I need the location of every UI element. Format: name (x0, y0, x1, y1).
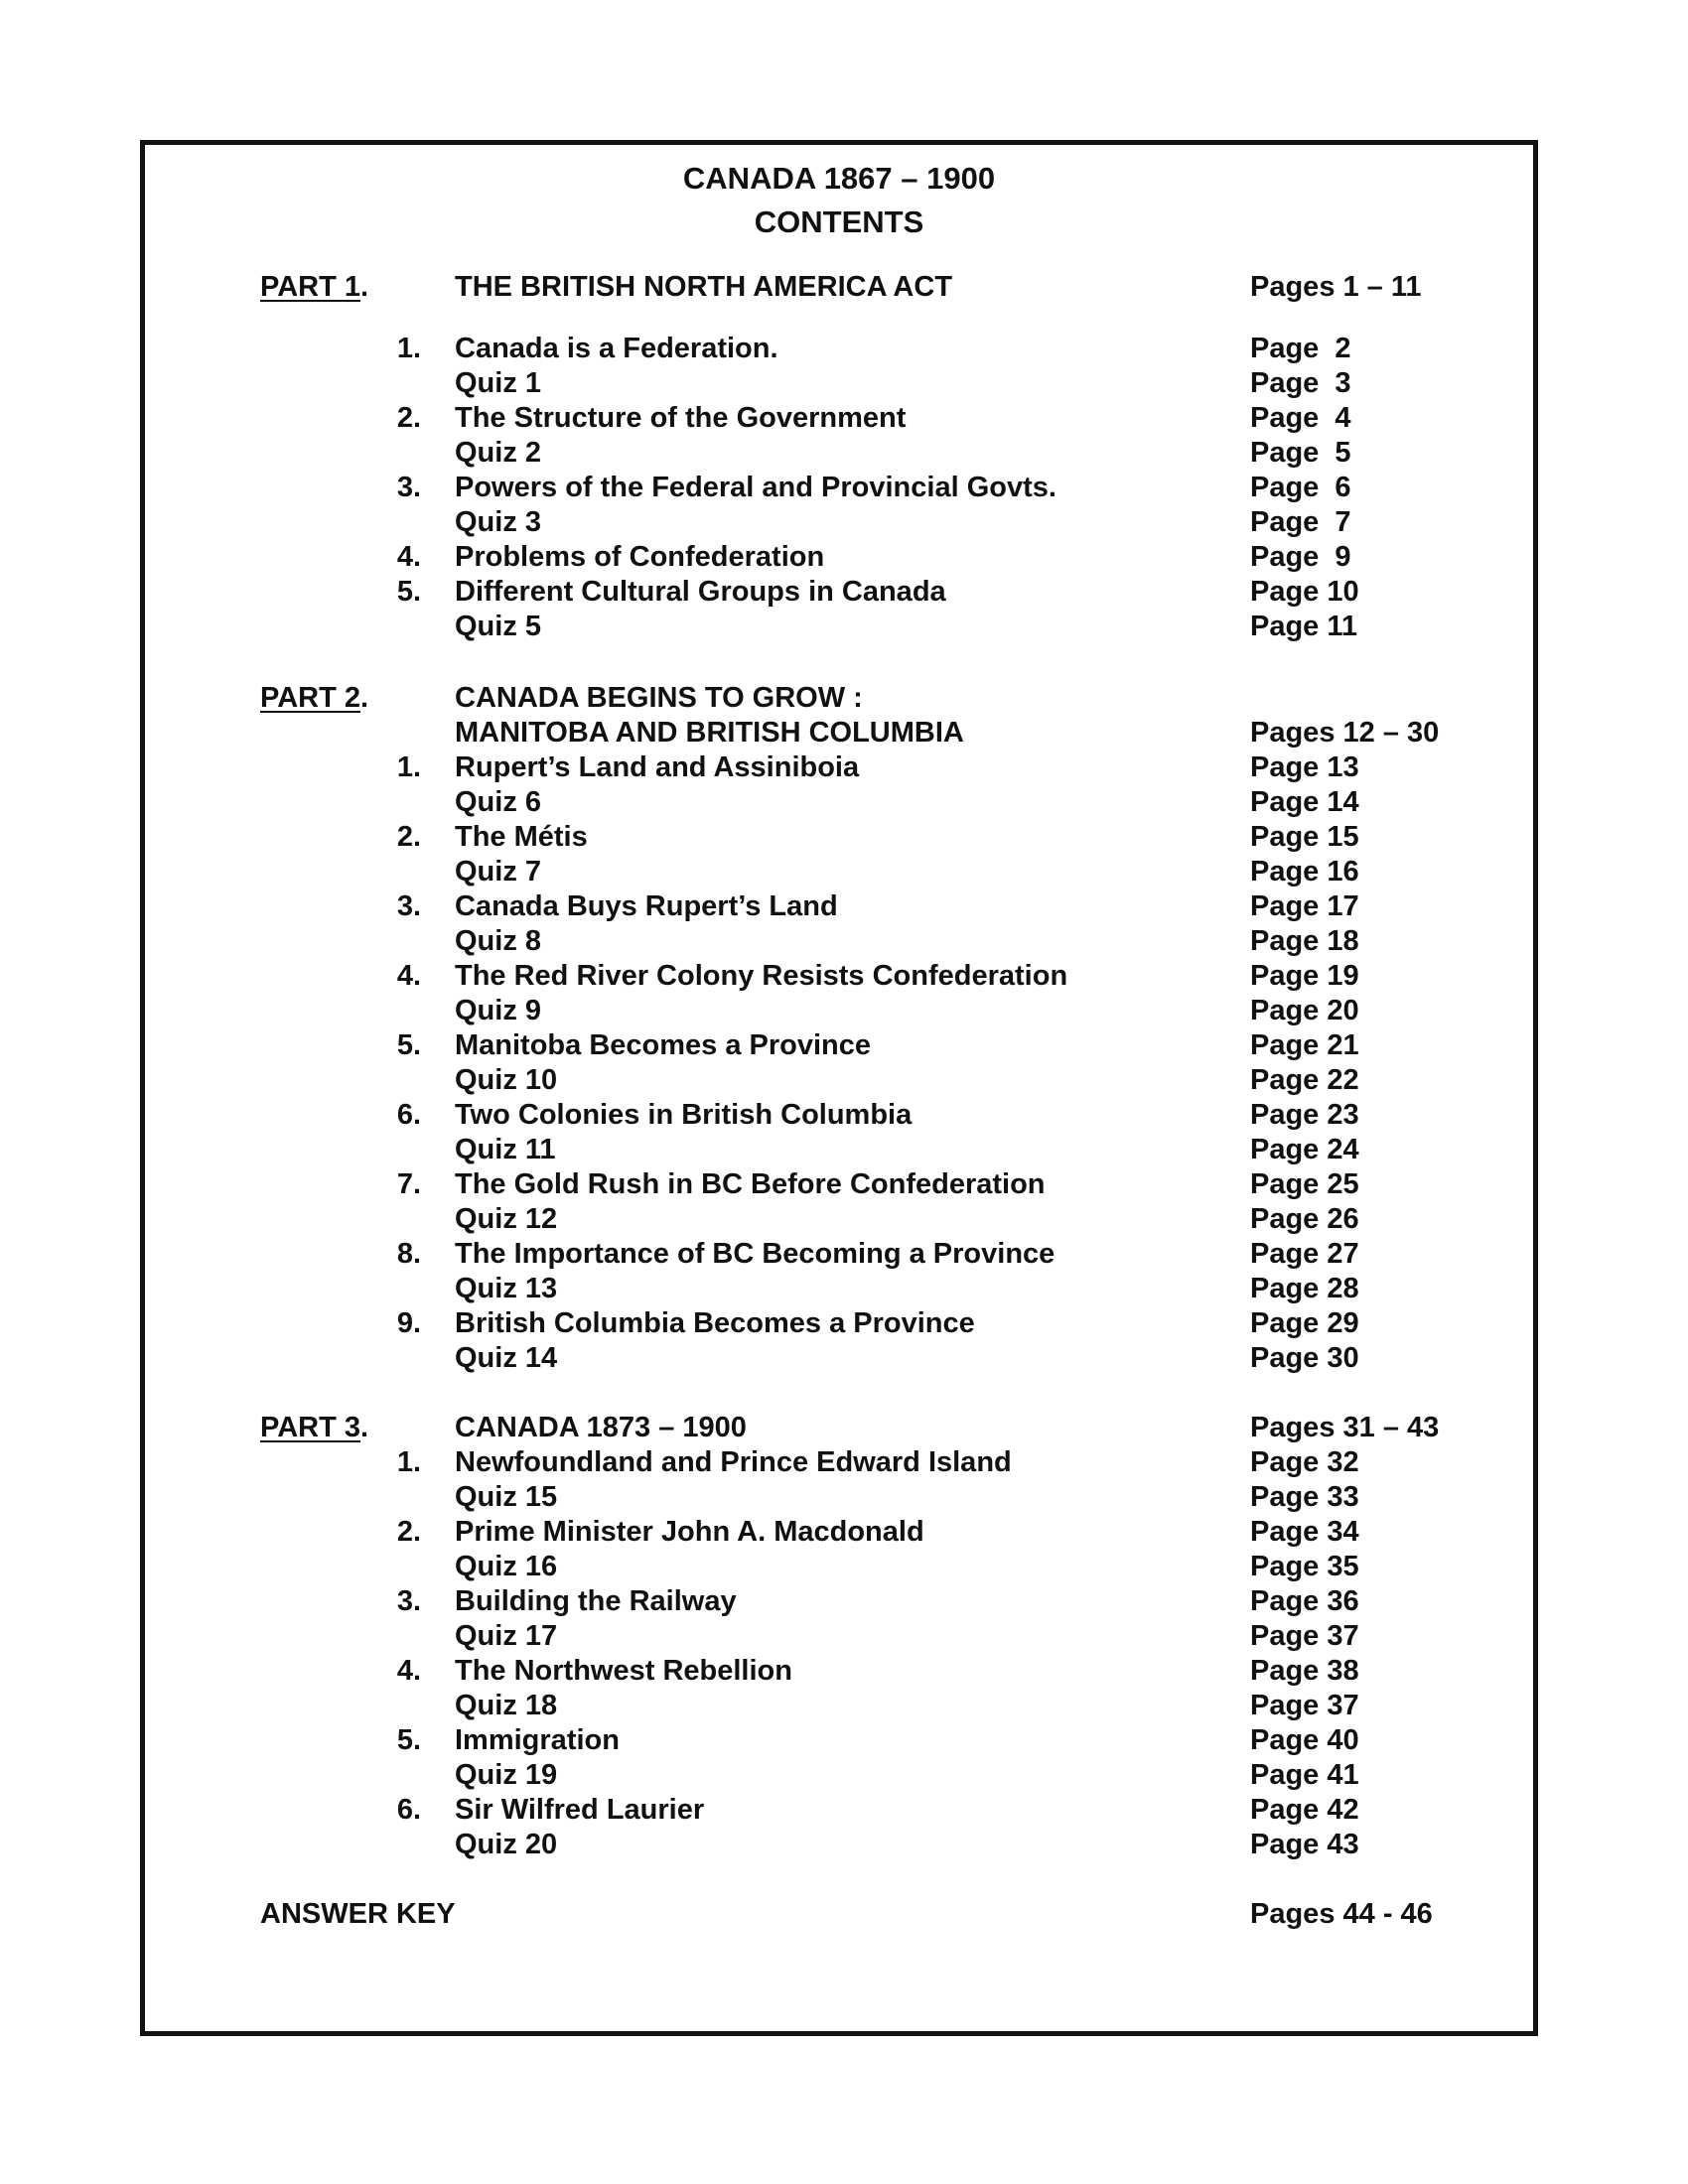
entry-number: 4. (396, 1655, 421, 1687)
toc-entry (145, 1758, 1533, 1793)
entry-title: The Northwest Rebellion (455, 1655, 792, 1687)
toc-entry (145, 1828, 1533, 1862)
toc-entry (145, 751, 1533, 785)
entry-page: Page 15 (1250, 821, 1359, 853)
toc-entry (145, 785, 1533, 820)
entry-title: Rupert’s Land and Assiniboia (455, 751, 860, 783)
entry-page: Page 37 (1250, 1690, 1359, 1721)
entry-title: Quiz 9 (455, 995, 542, 1026)
toc-entry (145, 959, 1533, 994)
entry-title: Quiz 18 (455, 1690, 558, 1721)
toc-entry (145, 1202, 1533, 1237)
part-label: PART 3 (260, 1412, 360, 1443)
answer-key-label: ANSWER KEY (260, 1898, 456, 1930)
part-label: PART 1 (260, 271, 360, 303)
entry-title: Quiz 17 (455, 1620, 558, 1652)
entry-page: Page 43 (1250, 1829, 1359, 1860)
entry-page: Page 17 (1250, 890, 1359, 922)
entry-title: Manitoba Becomes a Province (455, 1029, 872, 1061)
entry-title: Two Colonies in British Columbia (455, 1099, 913, 1131)
entry-page: Page 4 (1250, 402, 1351, 434)
entry-number: 6. (396, 1099, 421, 1131)
entry-title: Quiz 20 (455, 1829, 558, 1860)
entry-title: Quiz 14 (455, 1342, 558, 1374)
contents-heading: CONTENTS (754, 205, 924, 239)
part-1-row: PART 1. THE BRITISH NORTH AMERICA ACT Pages 1 – 11 (260, 271, 1422, 303)
entry-number: 5. (396, 576, 421, 608)
entry-page: Page 19 (1250, 960, 1359, 992)
entry-page: Page 37 (1250, 1620, 1359, 1652)
entry-page: Page 20 (1250, 995, 1359, 1026)
toc-entry (145, 1584, 1533, 1619)
toc-entry (145, 1550, 1533, 1584)
entry-title: Quiz 15 (455, 1481, 558, 1513)
entry-page: Page 41 (1250, 1759, 1359, 1791)
entry-title: Quiz 19 (455, 1759, 558, 1791)
entry-number: 5. (396, 1724, 421, 1756)
entry-page: Page 27 (1250, 1238, 1359, 1270)
part-2-subheading-row (145, 716, 1533, 751)
entry-title: The Métis (455, 821, 588, 853)
part-heading: THE BRITISH NORTH AMERICA ACT (455, 271, 953, 303)
entry-title: Canada Buys Rupert’s Land (455, 890, 838, 922)
entry-page: Page 18 (1250, 925, 1359, 957)
toc-entry (145, 1063, 1533, 1098)
toc-entry (145, 1689, 1533, 1723)
entry-page: Page 24 (1250, 1134, 1359, 1165)
toc-entry (145, 1793, 1533, 1828)
entry-title: Quiz 1 (455, 367, 542, 399)
entry-page: Page 28 (1250, 1273, 1359, 1304)
part-heading: CANADA 1873 – 1900 (455, 1412, 747, 1443)
entry-title: Prime Minister John A. Macdonald (455, 1516, 924, 1548)
toc-entry (145, 1098, 1533, 1133)
entry-title: The Gold Rush in BC Before Confederation (455, 1168, 1046, 1200)
entry-number: 2. (396, 821, 421, 853)
entry-title: Powers of the Federal and Provincial Govts. (455, 472, 1056, 503)
part-label: PART 2 (260, 682, 360, 714)
entry-page: Page 40 (1250, 1724, 1359, 1756)
part-heading-line-2: MANITOBA AND BRITISH COLUMBIA (455, 717, 964, 749)
entry-number: 1. (396, 751, 421, 783)
entry-page: Page 9 (1250, 541, 1351, 573)
entry-title: Quiz 12 (455, 1203, 558, 1235)
entry-title: The Structure of the Government (455, 402, 907, 434)
part-heading: CANADA BEGINS TO GROW : (455, 682, 863, 714)
entry-page: Page 23 (1250, 1099, 1359, 1131)
entry-title: Newfoundland and Prince Edward Island (455, 1446, 1012, 1478)
part-pages: Pages 12 – 30 (1250, 717, 1440, 749)
entry-number: 5. (396, 1029, 421, 1061)
toc-entry (145, 1306, 1533, 1341)
entry-page: Page 10 (1250, 576, 1359, 608)
entry-page: Page 42 (1250, 1794, 1359, 1826)
entry-title: Quiz 10 (455, 1064, 558, 1096)
entry-page: Page 33 (1250, 1481, 1359, 1513)
entry-page: Page 14 (1250, 786, 1359, 818)
entry-page: Page 29 (1250, 1307, 1359, 1339)
toc-entry (145, 610, 1533, 644)
entry-number: 1. (396, 333, 421, 364)
entry-page: Page 22 (1250, 1064, 1359, 1096)
entry-title: Different Cultural Groups in Canada (455, 576, 946, 608)
entry-number: 2. (396, 1516, 421, 1548)
toc-entry (145, 366, 1533, 401)
entry-number: 4. (396, 541, 421, 573)
entry-number: 7. (396, 1168, 421, 1200)
entry-title: British Columbia Becomes a Province (455, 1307, 975, 1339)
answer-key-row (145, 1897, 1533, 1932)
entry-title: Quiz 13 (455, 1273, 558, 1304)
toc-entry (145, 471, 1533, 505)
entry-title: Quiz 5 (455, 611, 542, 642)
entry-title: Problems of Confederation (455, 541, 825, 573)
entry-title: Quiz 7 (455, 856, 542, 887)
toc-entry (145, 994, 1533, 1028)
toc-entry (145, 1341, 1533, 1376)
entry-title: Quiz 16 (455, 1551, 558, 1582)
toc-entry (145, 1167, 1533, 1202)
entry-page: Page 38 (1250, 1655, 1359, 1687)
toc-entry (145, 1237, 1533, 1272)
entry-title: Quiz 2 (455, 437, 542, 469)
part-2-row: PART 2. CANADA BEGINS TO GROW : (260, 682, 863, 714)
toc-entry (145, 1515, 1533, 1550)
entry-page: Page 30 (1250, 1342, 1359, 1374)
entry-page: Page 6 (1250, 472, 1351, 503)
part-3-row: PART 3. CANADA 1873 – 1900 Pages 31 – 43 (260, 1412, 1440, 1443)
entry-number: 8. (396, 1238, 421, 1270)
toc-entry (145, 1272, 1533, 1306)
toc-entry (145, 1480, 1533, 1515)
toc-entry (145, 575, 1533, 610)
toc-entry (145, 1133, 1533, 1167)
entry-title: Canada is a Federation. (455, 333, 778, 364)
toc-entry (145, 1028, 1533, 1063)
entry-page: Page 2 (1250, 333, 1351, 364)
entry-page: Page 11 (1250, 611, 1358, 642)
document-title: CANADA 1867 – 1900 (682, 161, 996, 196)
entry-page: Page 13 (1250, 751, 1359, 783)
entry-number: 3. (396, 890, 421, 922)
entry-page: Page 7 (1250, 506, 1351, 538)
entry-title: Sir Wilfred Laurier (455, 1794, 705, 1826)
entry-number: 2. (396, 402, 421, 434)
entry-title: Quiz 11 (455, 1134, 556, 1165)
entry-number: 6. (396, 1794, 421, 1826)
entry-title: Quiz 3 (455, 506, 542, 538)
toc-entry (145, 540, 1533, 575)
entry-title: The Red River Colony Resists Confederation (455, 960, 1068, 992)
entry-page: Page 25 (1250, 1168, 1359, 1200)
entry-page: Page 34 (1250, 1516, 1359, 1548)
entry-page: Page 26 (1250, 1203, 1359, 1235)
toc-entry (145, 820, 1533, 855)
entry-number: 9. (396, 1307, 421, 1339)
entry-number: 4. (396, 960, 421, 992)
part-pages: Pages 1 – 11 (1250, 271, 1422, 303)
toc-entry (145, 1654, 1533, 1689)
entry-title: Building the Railway (455, 1585, 737, 1617)
toc-entry (145, 1619, 1533, 1654)
answer-key-pages: Pages 44 - 46 (1250, 1898, 1433, 1930)
entry-title: Quiz 6 (455, 786, 542, 818)
toc-entry (145, 436, 1533, 471)
toc-entry (145, 505, 1533, 540)
entry-title: Quiz 8 (455, 925, 542, 957)
entry-page: Page 36 (1250, 1585, 1359, 1617)
toc-entry (145, 401, 1533, 436)
entry-page: Page 16 (1250, 856, 1359, 887)
toc-entry (145, 855, 1533, 889)
entry-page: Page 32 (1250, 1446, 1359, 1478)
toc-entry (145, 889, 1533, 924)
contents-frame (140, 140, 1538, 2036)
toc-entry (145, 924, 1533, 959)
entry-number: 3. (396, 472, 421, 503)
entry-page: Page 21 (1250, 1029, 1359, 1061)
toc-entry (145, 1445, 1533, 1480)
entry-title: Immigration (455, 1724, 620, 1756)
entry-page: Page 35 (1250, 1551, 1359, 1582)
entry-title: The Importance of BC Becoming a Province (455, 1238, 1055, 1270)
entry-number: 1. (396, 1446, 421, 1478)
toc-entry (145, 332, 1533, 366)
part-pages: Pages 31 – 43 (1250, 1412, 1440, 1443)
entry-page: Page 5 (1250, 437, 1351, 469)
entry-page: Page 3 (1250, 367, 1351, 399)
entry-number: 3. (396, 1585, 421, 1617)
toc-entry (145, 1723, 1533, 1758)
